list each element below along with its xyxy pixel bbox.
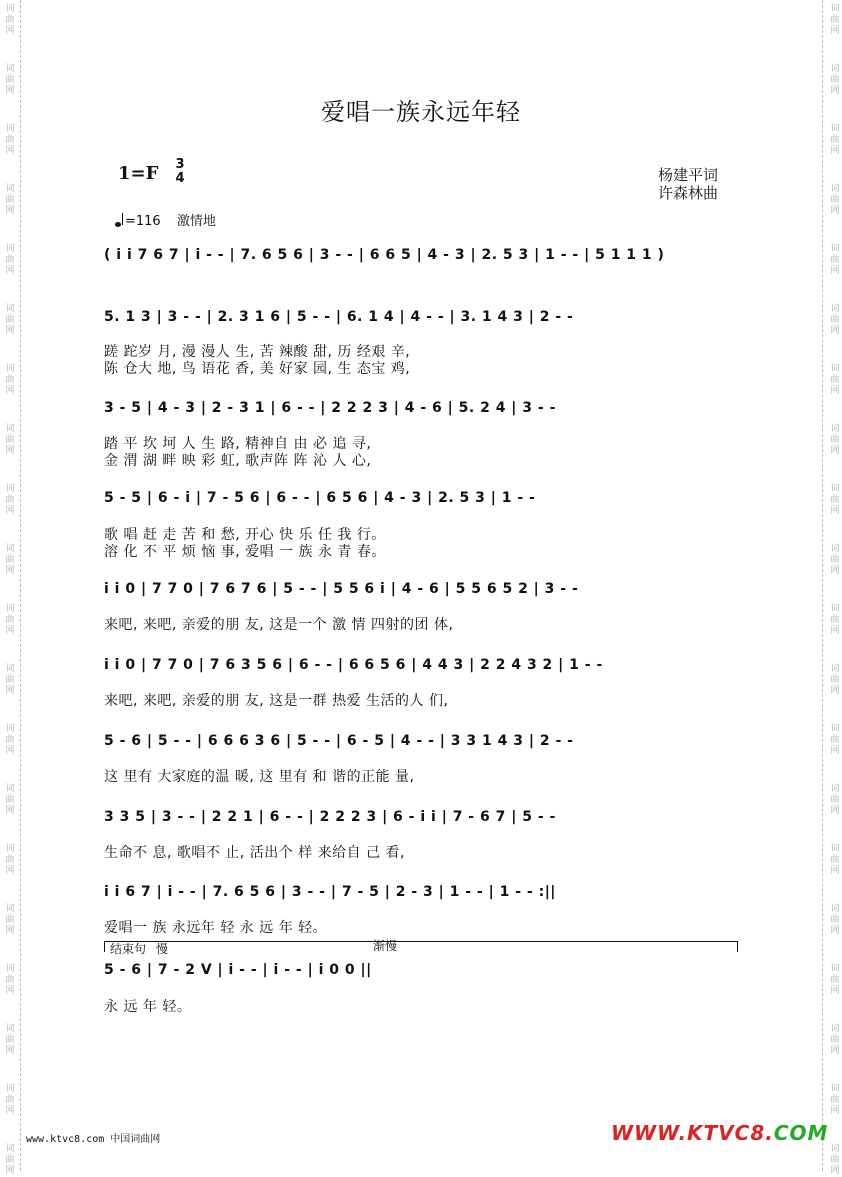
tempo-marking [118,210,216,229]
watermark-text: 词 曲 网 [830,484,840,516]
notation-line-2 [104,309,573,325]
watermark-text: 词 曲 网 [5,184,15,216]
lyric-line-2a: 蹉 跎岁 月, 漫 漫人 生, 苦 辣酸 甜, 历 经艰 辛, [104,344,411,360]
lyric-line-5: 来吧, 来吧, 亲爱的朋 友, 这是一个 激 情 四射的团 体, [104,617,454,633]
watermark-text: 词 曲 网 [830,184,840,216]
notation-text: i i 0 | 7 7 0 | 7 6 7 6 | 5 - - | 5 5 6 i | 4 - 6 | 5 5 6 5 2 | 3 - - [104,581,579,597]
watermark-text: 词 曲 网 [5,1024,15,1056]
notation-text: 3 3 5 | 3 - - | 2 2 1 | 6 - - | 2 2 2 3 | 6 - i i | 7 - 6 7 | 5 - - [104,809,556,825]
footer-site-text: www.ktvc8.com 中国词曲网 [26,1134,161,1145]
watermark-text: 词 曲 网 [830,964,840,996]
logo-text-green: COM [773,1121,829,1145]
watermark-text: 词 曲 网 [5,724,15,756]
notation-text: 5 - 6 | 5 - - | 6 6 6 3 6 | 5 - - | 6 - 5 | 4 - - | 3 3 1 4 3 | 2 - - [104,733,574,749]
notation-text: ( i i 7 6 7 | i - - | 7. 6 5 6 | 3 - - | 6 6 5 | 4 - 3 | 2. 5 3 | 1 - - | 5 1 1 1 ) [104,247,665,263]
lyric-line-2b: 陈 仓大 地, 鸟 语花 香, 美 好家 园, 生 态宝 鸡, [104,361,411,377]
watermark-text: 词 曲 网 [5,244,15,276]
notation-line-7 [104,733,573,749]
watermark-text: 词 曲 网 [830,844,840,876]
notation-line-3 [104,400,556,416]
lyric-line-10: 永 远 年 轻。 [104,999,192,1015]
notation-text: 3 - 5 | 4 - 3 | 2 - 3 1 | 6 - - | 2 2 2 3 | 4 - 6 | 5. 2 4 | 3 - - [104,400,556,416]
watermark-text: 词 曲 网 [5,64,15,96]
watermark-text: 词 曲 网 [830,784,840,816]
watermark-text: 词 曲 网 [830,424,840,456]
watermark-text: 词 曲 网 [5,304,15,336]
watermark-text: 词 曲 网 [5,844,15,876]
composer: 许森林曲 [658,184,719,202]
notation-line-10 [104,962,372,978]
notation-line-9 [104,884,556,900]
lyric-line-6: 来吧, 来吧, 亲爱的朋 友, 这是一群 热爱 生活的人 们, [104,693,449,709]
watermark-text: 词 曲 网 [5,964,15,996]
footer-logo [611,1121,828,1145]
watermark-text: 词 曲 网 [830,1144,840,1176]
notation-text: i i 0 | 7 7 0 | 7 6 3 5 6 | 6 - - | 6 6 5 6 | 4 4 3 | 2 2 4 3 2 | 1 - - [104,657,603,673]
notation-text: 5. 1 3 | 3 - - | 2. 3 1 6 | 5 - - | 6. 1 4 | 4 - - | 3. 1 4 3 | 2 - - [104,309,574,325]
notation-line-6 [104,657,603,673]
watermark-text: 词 曲 网 [830,904,840,936]
lyric-line-8: 生命不 息, 歌唱不 止, 活出个 样 来给自 己 看, [104,845,405,861]
lyric-line-3b: 金 渭 湖 畔 映 彩 虹, 歌声阵 阵 沁 人 心, [104,453,372,469]
watermark-text: 词 曲 网 [830,64,840,96]
time-sig-top: 3 [175,157,185,172]
ending-slow: 慢 [155,942,168,956]
time-signature [173,158,187,186]
watermark-text: 词 曲 网 [830,664,840,696]
right-watermark-strip [822,0,842,1176]
watermark-text: 词 曲 网 [5,664,15,696]
watermark-text: 词 曲 网 [5,904,15,936]
ending-bracket [104,941,738,952]
watermark-text: 词 曲 网 [5,544,15,576]
ending-label [110,940,168,957]
lyric-line-9: 爱唱一 族 永远年 轻 永 远 年 轻。 [104,920,328,936]
lyric-line-7: 这 里有 大家庭的温 暖, 这 里有 和 谐的正能 量, [104,769,415,785]
watermark-text: 词 曲 网 [830,544,840,576]
lyricist: 杨建平词 [658,166,719,184]
time-sig-bottom: 4 [175,171,185,186]
notation-line-4 [104,490,535,506]
watermark-text: 词 曲 网 [830,244,840,276]
song-title: 爱唱一族永远年轻 [321,98,521,126]
watermark-text: 词 曲 网 [830,4,840,36]
watermark-text: 词 曲 网 [5,784,15,816]
key-signature: 1=F [118,163,159,184]
quarter-note-icon [118,213,123,225]
watermark-text: 词 曲 网 [5,124,15,156]
watermark-text: 词 曲 网 [830,364,840,396]
lyric-line-4b: 溶 化 不 平 烦 恼 事, 爱唱 一 族 永 青 春。 [104,544,386,560]
watermark-text: 词 曲 网 [830,604,840,636]
ending-label-text: 结束句 [110,942,147,956]
watermark-text: 词 曲 网 [5,4,15,36]
notation-text: 5 - 6 | 7 - 2 V | i - - | i - - | i 0 0 || [104,962,372,978]
watermark-text: 词 曲 网 [5,484,15,516]
watermark-text: 词 曲 网 [5,364,15,396]
logo-text-red: WWW.KTVC8. [611,1121,774,1145]
notation-text: i i 6 7 | i - - | 7. 6 5 6 | 3 - - | 7 - 5 | 2 - 3 | 1 - - | 1 - - :|| [104,884,556,900]
lyric-line-3a: 踏 平 坎 坷 人 生 路, 精神自 由 必 追 寻, [104,436,372,452]
notation-line-8 [104,809,556,825]
watermark-text: 词 曲 网 [830,124,840,156]
notation-text: 5 - 5 | 6 - i | 7 - 5 6 | 6 - - | 6 5 6 | 4 - 3 | 2. 5 3 | 1 - - [104,490,536,506]
watermark-text: 词 曲 网 [5,1144,15,1176]
notation-line-5 [104,581,578,597]
watermark-text: 词 曲 网 [830,1084,840,1116]
left-watermark-strip [0,0,21,1176]
watermark-text: 词 曲 网 [830,1024,840,1056]
tempo-value: =116 [125,214,161,229]
watermark-text: 词 曲 网 [5,424,15,456]
watermark-text: 词 曲 网 [830,724,840,756]
watermark-text: 词 曲 网 [5,604,15,636]
lyric-line-4a: 歌 唱 赶 走 苦 和 愁, 开心 快 乐 任 我 行。 [104,527,386,543]
watermark-text: 词 曲 网 [830,304,840,336]
credits [658,166,718,202]
notation-line-1 [104,247,664,263]
watermark-text: 词 曲 网 [5,1084,15,1116]
expression-mark: 激情地 [176,214,216,229]
ritardando-label: 渐慢 [373,939,398,953]
